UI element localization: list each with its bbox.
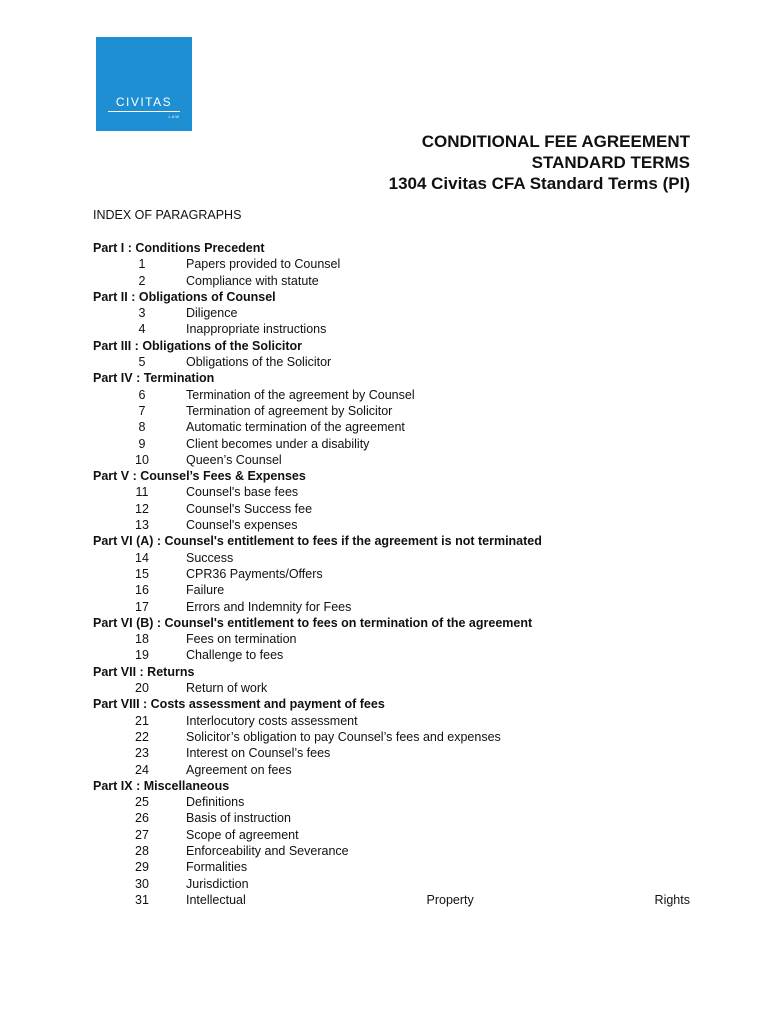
paragraph-title: Solicitor’s obligation to pay Counsel’s fees and expenses xyxy=(186,729,501,744)
paragraph-title: Diligence xyxy=(186,306,238,321)
paragraph-number: 15 xyxy=(135,566,149,581)
paragraph-title: Enforceability and Severance xyxy=(186,843,349,858)
index-entry xyxy=(93,762,690,778)
paragraph-number: 6 xyxy=(138,387,146,402)
index-entry xyxy=(93,501,690,517)
index-entry xyxy=(93,452,690,468)
index-entry xyxy=(93,810,690,826)
paragraph-title: Fees on termination xyxy=(186,632,297,647)
paragraph-title: Automatic termination of the agreement xyxy=(186,420,405,435)
index-entry xyxy=(93,436,690,452)
paragraph-title: Interest on Counsel’s fees xyxy=(186,746,331,761)
index-entry xyxy=(93,582,690,598)
title-line-1: CONDITIONAL FEE AGREEMENT xyxy=(421,132,690,151)
paragraph-number: 24 xyxy=(135,762,149,777)
paragraph-index xyxy=(93,240,690,908)
part-heading: Part V : Counsel’s Fees & Expenses xyxy=(93,469,306,484)
paragraph-number: 25 xyxy=(135,795,149,810)
paragraph-number: 13 xyxy=(135,518,149,533)
paragraph-title: Termination of the agreement by Counsel xyxy=(186,387,415,402)
paragraph-title-word: Rights xyxy=(654,892,690,907)
paragraph-title xyxy=(186,892,690,908)
paragraph-title: Inappropriate instructions xyxy=(186,322,327,337)
part-heading: Part III : Obligations of the Solicitor xyxy=(93,338,303,353)
paragraph-number: 1 xyxy=(138,257,146,272)
paragraph-number: 30 xyxy=(135,876,149,891)
paragraph-number: 12 xyxy=(135,501,149,516)
paragraph-title: Termination of agreement by Solicitor xyxy=(186,403,393,418)
part-heading: Part VI (B) : Counsel's entitlement to fees on termination of the agreement xyxy=(93,615,533,630)
index-entry xyxy=(93,273,690,289)
paragraph-title: Queen’s Counsel xyxy=(186,452,282,467)
index-entry xyxy=(93,745,690,761)
index-entry xyxy=(93,647,690,663)
paragraph-number: 7 xyxy=(138,403,146,418)
index-entry xyxy=(93,859,690,875)
paragraph-number: 4 xyxy=(138,322,146,337)
index-entry xyxy=(93,713,690,729)
paragraph-number: 27 xyxy=(135,827,149,842)
index-entry xyxy=(93,892,690,908)
paragraph-number: 14 xyxy=(135,550,149,565)
paragraph-title: Counsel's Success fee xyxy=(186,501,313,516)
index-entry xyxy=(93,403,690,419)
logo-subtext: LAW xyxy=(168,114,180,119)
document-title xyxy=(389,131,690,194)
paragraph-number: 11 xyxy=(135,485,149,500)
paragraph-number: 18 xyxy=(135,632,149,647)
paragraph-title: Papers provided to Counsel xyxy=(186,257,341,272)
paragraph-number: 21 xyxy=(135,713,149,728)
paragraph-title: CPR36 Payments/Offers xyxy=(186,566,323,581)
part-heading: Part VI (A) : Counsel's entitlement to fees if the agreement is not terminated xyxy=(93,534,542,549)
logo-rule xyxy=(108,111,180,112)
index-entry xyxy=(93,631,690,647)
part-heading: Part II : Obligations of Counsel xyxy=(93,289,276,304)
index-entry xyxy=(93,484,690,500)
index-entry xyxy=(93,387,690,403)
paragraph-title: Counsel's base fees xyxy=(186,485,299,500)
index-entry xyxy=(93,827,690,843)
paragraph-number: 22 xyxy=(135,729,149,744)
paragraph-number: 23 xyxy=(135,746,149,761)
index-entry xyxy=(93,550,690,566)
paragraph-number: 8 xyxy=(138,420,146,435)
logo-wordmark: CIVITAS xyxy=(115,95,173,109)
paragraph-number: 2 xyxy=(138,273,146,288)
paragraph-title: Agreement on fees xyxy=(186,762,292,777)
part-heading: Part VIII : Costs assessment and payment of fees xyxy=(93,697,385,712)
part-heading: Part IX : Miscellaneous xyxy=(93,778,230,793)
paragraph-title: Challenge to fees xyxy=(186,648,284,663)
index-entry xyxy=(93,843,690,859)
index-entry xyxy=(93,305,690,321)
paragraph-title: Scope of agreement xyxy=(186,827,299,842)
paragraph-title: Basis of instruction xyxy=(186,811,291,826)
index-entry xyxy=(93,729,690,745)
part-heading: Part IV : Termination xyxy=(93,371,215,386)
paragraph-number: 17 xyxy=(135,599,149,614)
paragraph-number: 9 xyxy=(138,436,146,451)
paragraph-number: 19 xyxy=(135,648,149,663)
title-line-2: STANDARD TERMS xyxy=(531,153,690,172)
index-entry xyxy=(93,566,690,582)
index-entry xyxy=(93,876,690,892)
paragraph-title: Definitions xyxy=(186,795,245,810)
paragraph-title: Failure xyxy=(186,583,225,598)
index-heading: INDEX OF PARAGRAPHS xyxy=(93,208,242,222)
paragraph-number: 29 xyxy=(135,860,149,875)
paragraph-number: 16 xyxy=(135,583,149,598)
index-entry xyxy=(93,794,690,810)
paragraph-number: 28 xyxy=(135,843,149,858)
paragraph-number: 3 xyxy=(138,306,146,321)
paragraph-number: 26 xyxy=(135,811,149,826)
paragraph-title: Errors and Indemnity for Fees xyxy=(186,599,352,614)
index-entry xyxy=(93,354,690,370)
paragraph-title: Success xyxy=(186,550,234,565)
title-line-3: 1304 Civitas CFA Standard Terms (PI) xyxy=(388,174,690,193)
civitas-logo xyxy=(96,37,192,131)
paragraph-title: Formalities xyxy=(186,860,248,875)
index-entry xyxy=(93,321,690,337)
paragraph-number: 20 xyxy=(135,681,149,696)
index-entry xyxy=(93,256,690,272)
paragraph-title-word: Intellectual xyxy=(186,892,246,907)
paragraph-title-word: Property xyxy=(426,892,474,907)
paragraph-title: Jurisdiction xyxy=(186,876,249,891)
paragraph-title: Compliance with statute xyxy=(186,273,319,288)
paragraph-title: Interlocutory costs assessment xyxy=(186,713,358,728)
index-entry xyxy=(93,517,690,533)
part-heading: Part VII : Returns xyxy=(93,664,195,679)
paragraph-number: 5 xyxy=(138,355,146,370)
index-entry xyxy=(93,680,690,696)
paragraph-title: Obligations of the Solicitor xyxy=(186,355,332,370)
paragraph-title: Client becomes under a disability xyxy=(186,436,370,451)
paragraph-title: Return of work xyxy=(186,681,268,696)
part-heading: Part I : Conditions Precedent xyxy=(93,241,265,255)
paragraph-number: 31 xyxy=(135,892,149,907)
index-entry xyxy=(93,419,690,435)
index-entry xyxy=(93,599,690,615)
paragraph-title: Counsel's expenses xyxy=(186,518,298,533)
paragraph-number: 10 xyxy=(135,452,149,467)
